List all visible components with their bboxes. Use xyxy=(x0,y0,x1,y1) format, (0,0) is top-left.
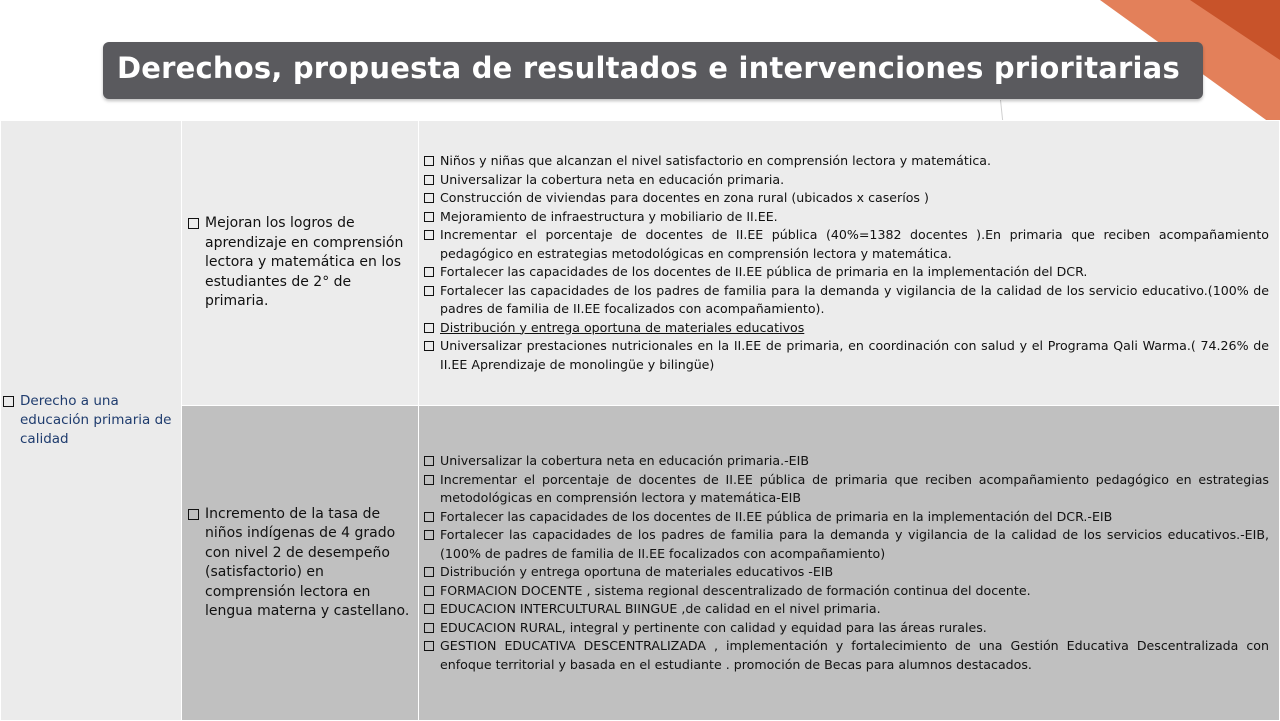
title-bar xyxy=(103,42,1203,99)
list-item: EDUCACION INTERCULTURAL BIINGUE ,de calidad en el nivel primaria. xyxy=(424,600,1269,619)
list-item: Incrementar el porcentaje de docentes de II.EE pública (40%=1382 docentes ).En primaria que reciben acompañamiento pedagógico en estrategias metodológicas en comprensión lectora y matemática. xyxy=(424,226,1269,263)
right-cell xyxy=(1,121,182,721)
checkbox-bullet-icon xyxy=(424,623,434,633)
table-row xyxy=(1,121,1280,406)
checkbox-bullet-icon xyxy=(424,604,434,614)
list-item: Incrementar el porcentaje de docentes de II.EE pública de primaria que reciben acompañamiento pedagógico en estrategias metodológicas en comprensión lectora y matemática-EIB xyxy=(424,471,1269,508)
list-item: FORMACION DOCENTE , sistema regional descentralizado de formación continua del docente. xyxy=(424,582,1269,601)
list-item: Distribución y entrega oportuna de materiales educativos xyxy=(424,319,1269,338)
checkbox-bullet-icon xyxy=(424,567,434,577)
checkbox-bullet-icon xyxy=(424,286,434,296)
checkbox-bullet-icon xyxy=(188,218,199,229)
list-item: Distribución y entrega oportuna de materiales educativos -EIB xyxy=(424,563,1269,582)
checkbox-bullet-icon xyxy=(424,156,434,166)
checkbox-bullet-icon xyxy=(188,509,199,520)
checkbox-bullet-icon xyxy=(424,641,434,651)
list-item: Fortalecer las capacidades de los padres de familia para la demanda y vigilancia de la calidad de los servicio educativo.(100% de padres de familia de II.EE focalizados con acompañamiento). xyxy=(424,282,1269,319)
list-item: Niños y niñas que alcanzan el nivel satisfactorio en comprensión lectora y matemática. xyxy=(424,152,1269,171)
list-item: Fortalecer las capacidades de los docentes de II.EE pública de primaria en la implementación del DCR.-EIB xyxy=(424,508,1269,527)
list-item: GESTION EDUCATIVA DESCENTRALIZADA , implementación y fortalecimiento de una Gestión Educativa Descentralizada con enfoque territorial y basada en el estudiante . promoción de Becas para alumnos destacados. xyxy=(424,637,1269,674)
list-item: Universalizar prestaciones nutricionales en la II.EE de primaria, en coordinación con salud y el Programa Qali Warma.( 74.26% de II.EE Aprendizaje de monolingüe y bilingüe) xyxy=(424,337,1269,374)
list-item: Mejoramiento de infraestructura y mobiliario de II.EE. xyxy=(424,208,1269,227)
page-title: Derechos, propuesta de resultados e intervenciones prioritarias xyxy=(117,51,1180,85)
checkbox-bullet-icon xyxy=(424,586,434,596)
list-item: EDUCACION RURAL, integral y pertinente con calidad y equidad para las áreas rurales. xyxy=(424,619,1269,638)
checkbox-bullet-icon xyxy=(424,212,434,222)
checkbox-bullet-icon xyxy=(424,193,434,203)
checkbox-bullet-icon xyxy=(424,530,434,540)
result-cell xyxy=(182,406,419,721)
interventions-cell xyxy=(419,406,1280,721)
checkbox-bullet-icon xyxy=(424,230,434,240)
list-item: Construcción de viviendas para docentes en zona rural (ubicados x caseríos ) xyxy=(424,189,1269,208)
list-item: Universalizar la cobertura neta en educación primaria.-EIB xyxy=(424,452,1269,471)
checkbox-bullet-icon xyxy=(424,175,434,185)
content-table xyxy=(0,120,1280,721)
corner-decoration-dark xyxy=(1190,0,1280,60)
checkbox-bullet-icon xyxy=(424,475,434,485)
result-cell xyxy=(182,121,419,406)
checkbox-bullet-icon xyxy=(424,512,434,522)
result-text: Incremento de la tasa de niños indígenas de 4 grado con nivel 2 de desempeño (satisfactorio) en comprensión lectora en lengua materna y castellano. xyxy=(205,505,410,619)
checkbox-bullet-icon xyxy=(424,267,434,277)
list-item: Fortalecer las capacidades de los padres de familia para la demanda y vigilancia de la calidad de los servicios educativos.-EIB, (100% de padres de familia de II.EE focalizados con acompañamiento) xyxy=(424,526,1269,563)
checkbox-bullet-icon xyxy=(3,396,14,407)
table-row xyxy=(1,406,1280,721)
result-text: Mejoran los logros de aprendizaje en comprensión lectora y matemática en los estudiantes de 2° de primaria. xyxy=(205,215,404,310)
checkbox-bullet-icon xyxy=(424,341,434,351)
checkbox-bullet-icon xyxy=(424,456,434,466)
checkbox-bullet-icon xyxy=(424,323,434,333)
list-item: Universalizar la cobertura neta en educación primaria. xyxy=(424,171,1269,190)
interventions-cell xyxy=(419,121,1280,406)
list-item: Fortalecer las capacidades de los docentes de II.EE pública de primaria en la implementación del DCR. xyxy=(424,263,1269,282)
right-label: Derecho a una educación primaria de calidad xyxy=(20,393,172,447)
